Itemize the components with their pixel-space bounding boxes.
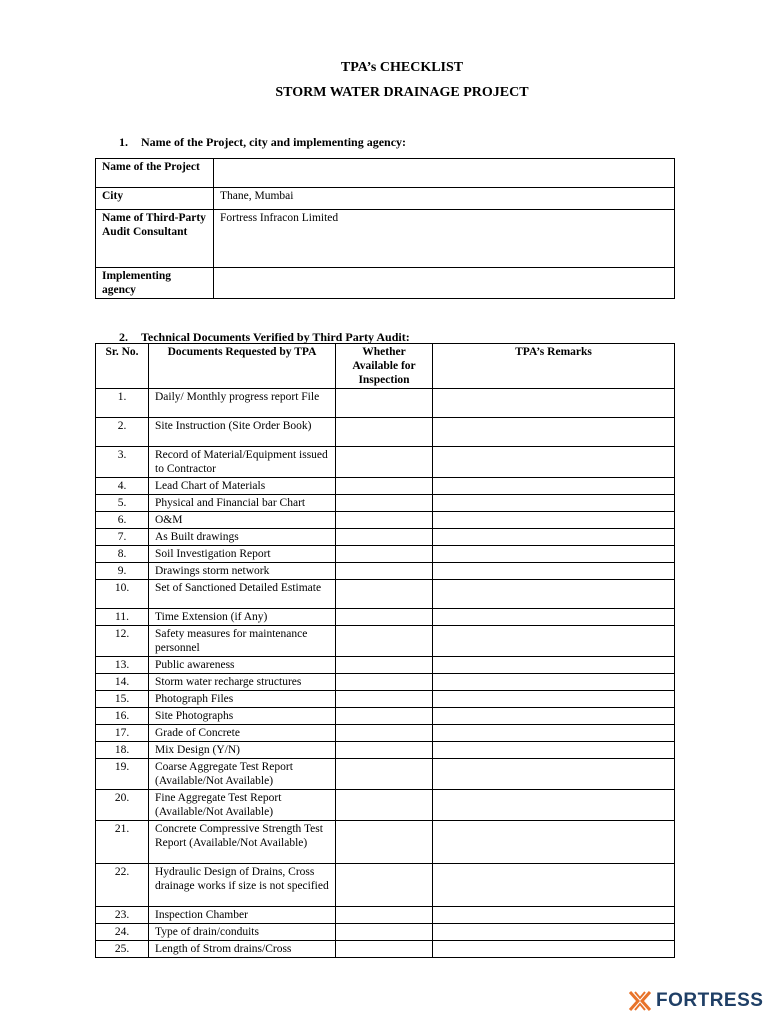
document-name-cell: Time Extension (if Any) <box>149 609 336 626</box>
document-name-cell: Length of Strom drains/Cross <box>149 941 336 958</box>
availability-cell <box>336 512 433 529</box>
sr-no-cell: 11. <box>96 609 149 626</box>
sr-no-cell: 1. <box>96 389 149 418</box>
document-name-cell: As Built drawings <box>149 529 336 546</box>
remarks-cell <box>433 512 675 529</box>
document-subtitle: STORM WATER DRAINAGE PROJECT <box>275 85 529 100</box>
table-row <box>96 447 675 478</box>
section-2-text: Technical Documents Verified by Third Party Audit: <box>141 330 410 344</box>
remarks-cell <box>433 725 675 742</box>
availability-cell <box>336 790 433 821</box>
availability-cell <box>336 389 433 418</box>
table-row <box>96 609 675 626</box>
sr-no-cell: 2. <box>96 418 149 447</box>
sr-no-cell: 17. <box>96 725 149 742</box>
project-info-label: City <box>96 188 214 210</box>
remarks-cell <box>433 626 675 657</box>
document-name-cell: Photograph Files <box>149 691 336 708</box>
document-name-cell: Soil Investigation Report <box>149 546 336 563</box>
logo-text: FORTRESS <box>656 990 764 1011</box>
table-row <box>96 725 675 742</box>
remarks-cell <box>433 924 675 941</box>
fortress-logo <box>628 990 763 1012</box>
project-info-value <box>214 159 675 188</box>
document-name-cell: O&M <box>149 512 336 529</box>
availability-cell <box>336 626 433 657</box>
document-name-cell: Hydraulic Design of Drains, Cross drainage works if size is not specified <box>149 864 336 907</box>
project-info-value: Thane, Mumbai <box>214 188 675 210</box>
sr-no-cell: 6. <box>96 512 149 529</box>
sr-no-cell: 23. <box>96 907 149 924</box>
remarks-cell <box>433 708 675 725</box>
remarks-cell <box>433 941 675 958</box>
table-row <box>96 657 675 674</box>
availability-cell <box>336 708 433 725</box>
table-row <box>96 626 675 657</box>
table-row <box>96 759 675 790</box>
document-name-cell: Site Instruction (Site Order Book) <box>149 418 336 447</box>
table-row <box>96 941 675 958</box>
availability-cell <box>336 674 433 691</box>
availability-cell <box>336 447 433 478</box>
table-row <box>96 512 675 529</box>
col-available-header: Whether Available for Inspection <box>336 344 433 389</box>
availability-cell <box>336 907 433 924</box>
document-name-cell: Concrete Compressive Strength Test Report (Available/Not Available) <box>149 821 336 864</box>
col-sr-no-header: Sr. No. <box>96 344 149 389</box>
document-name-cell: Grade of Concrete <box>149 725 336 742</box>
project-info-value <box>214 268 675 299</box>
sr-no-cell: 25. <box>96 941 149 958</box>
table-row <box>96 580 675 609</box>
remarks-cell <box>433 495 675 512</box>
sr-no-cell: 8. <box>96 546 149 563</box>
fortress-x-icon <box>628 990 652 1012</box>
remarks-cell <box>433 418 675 447</box>
table-row <box>96 742 675 759</box>
remarks-cell <box>433 759 675 790</box>
project-info-table <box>95 158 675 299</box>
document-name-cell: Lead Chart of Materials <box>149 478 336 495</box>
remarks-cell <box>433 389 675 418</box>
document-name-cell: Inspection Chamber <box>149 907 336 924</box>
sr-no-cell: 16. <box>96 708 149 725</box>
sr-no-cell: 14. <box>96 674 149 691</box>
document-name-cell: Type of drain/conduits <box>149 924 336 941</box>
remarks-cell <box>433 821 675 864</box>
remarks-cell <box>433 529 675 546</box>
remarks-cell <box>433 907 675 924</box>
table-row <box>96 864 675 907</box>
table-row <box>96 790 675 821</box>
availability-cell <box>336 546 433 563</box>
table-row <box>96 691 675 708</box>
sr-no-cell: 13. <box>96 657 149 674</box>
availability-cell <box>336 691 433 708</box>
project-info-row <box>96 188 675 210</box>
remarks-cell <box>433 657 675 674</box>
section-1-text: Name of the Project, city and implementing agency: <box>141 135 407 149</box>
table-row <box>96 389 675 418</box>
remarks-cell <box>433 580 675 609</box>
project-info-label: Name of the Project <box>96 159 214 188</box>
availability-cell <box>336 529 433 546</box>
project-info-row <box>96 210 675 268</box>
table-row <box>96 546 675 563</box>
table-row <box>96 563 675 580</box>
availability-cell <box>336 725 433 742</box>
sr-no-cell: 10. <box>96 580 149 609</box>
remarks-cell <box>433 478 675 495</box>
sr-no-cell: 21. <box>96 821 149 864</box>
availability-cell <box>336 609 433 626</box>
remarks-cell <box>433 790 675 821</box>
table-row <box>96 907 675 924</box>
table-row <box>96 478 675 495</box>
section-1-heading <box>119 135 406 150</box>
documents-table <box>95 343 675 958</box>
document-name-cell: Storm water recharge structures <box>149 674 336 691</box>
table-row <box>96 708 675 725</box>
document-name-cell: Public awareness <box>149 657 336 674</box>
sr-no-cell: 22. <box>96 864 149 907</box>
table-header-row <box>96 344 675 389</box>
table-row <box>96 821 675 864</box>
availability-cell <box>336 495 433 512</box>
remarks-cell <box>433 864 675 907</box>
document-name-cell: Daily/ Monthly progress report File <box>149 389 336 418</box>
table-row <box>96 418 675 447</box>
document-name-cell: Record of Material/Equipment issued to Contractor <box>149 447 336 478</box>
availability-cell <box>336 563 433 580</box>
project-info-value: Fortress Infracon Limited <box>214 210 675 268</box>
project-info-label: Name of Third-Party Audit Consultant <box>96 210 214 268</box>
availability-cell <box>336 924 433 941</box>
availability-cell <box>336 657 433 674</box>
col-remarks-header: TPA’s Remarks <box>433 344 675 389</box>
sr-no-cell: 19. <box>96 759 149 790</box>
document-name-cell: Coarse Aggregate Test Report (Available/Not Available) <box>149 759 336 790</box>
document-title: TPA’s CHECKLIST <box>340 60 464 75</box>
sr-no-cell: 12. <box>96 626 149 657</box>
sr-no-cell: 7. <box>96 529 149 546</box>
availability-cell <box>336 941 433 958</box>
availability-cell <box>336 864 433 907</box>
sr-no-cell: 15. <box>96 691 149 708</box>
table-row <box>96 674 675 691</box>
project-info-label: Implementing agency <box>96 268 214 299</box>
sr-no-cell: 5. <box>96 495 149 512</box>
remarks-cell <box>433 447 675 478</box>
table-row <box>96 529 675 546</box>
remarks-cell <box>433 691 675 708</box>
document-name-cell: Mix Design (Y/N) <box>149 742 336 759</box>
table-row <box>96 924 675 941</box>
availability-cell <box>336 759 433 790</box>
availability-cell <box>336 478 433 495</box>
availability-cell <box>336 580 433 609</box>
remarks-cell <box>433 546 675 563</box>
remarks-cell <box>433 742 675 759</box>
project-info-row <box>96 268 675 299</box>
sr-no-cell: 18. <box>96 742 149 759</box>
remarks-cell <box>433 609 675 626</box>
col-documents-header: Documents Requested by TPA <box>149 344 336 389</box>
document-name-cell: Set of Sanctioned Detailed Estimate <box>149 580 336 609</box>
sr-no-cell: 24. <box>96 924 149 941</box>
project-info-row <box>96 159 675 188</box>
sr-no-cell: 9. <box>96 563 149 580</box>
availability-cell <box>336 742 433 759</box>
sr-no-cell: 4. <box>96 478 149 495</box>
sr-no-cell: 20. <box>96 790 149 821</box>
section-1-number: 1. <box>119 135 128 149</box>
sr-no-cell: 3. <box>96 447 149 478</box>
document-name-cell: Site Photographs <box>149 708 336 725</box>
availability-cell <box>336 821 433 864</box>
document-name-cell: Safety measures for maintenance personnel <box>149 626 336 657</box>
document-name-cell: Fine Aggregate Test Report (Available/Not Available) <box>149 790 336 821</box>
section-2-number: 2. <box>119 330 128 344</box>
document-name-cell: Drawings storm network <box>149 563 336 580</box>
availability-cell <box>336 418 433 447</box>
table-row <box>96 495 675 512</box>
remarks-cell <box>433 674 675 691</box>
remarks-cell <box>433 563 675 580</box>
document-name-cell: Physical and Financial bar Chart <box>149 495 336 512</box>
